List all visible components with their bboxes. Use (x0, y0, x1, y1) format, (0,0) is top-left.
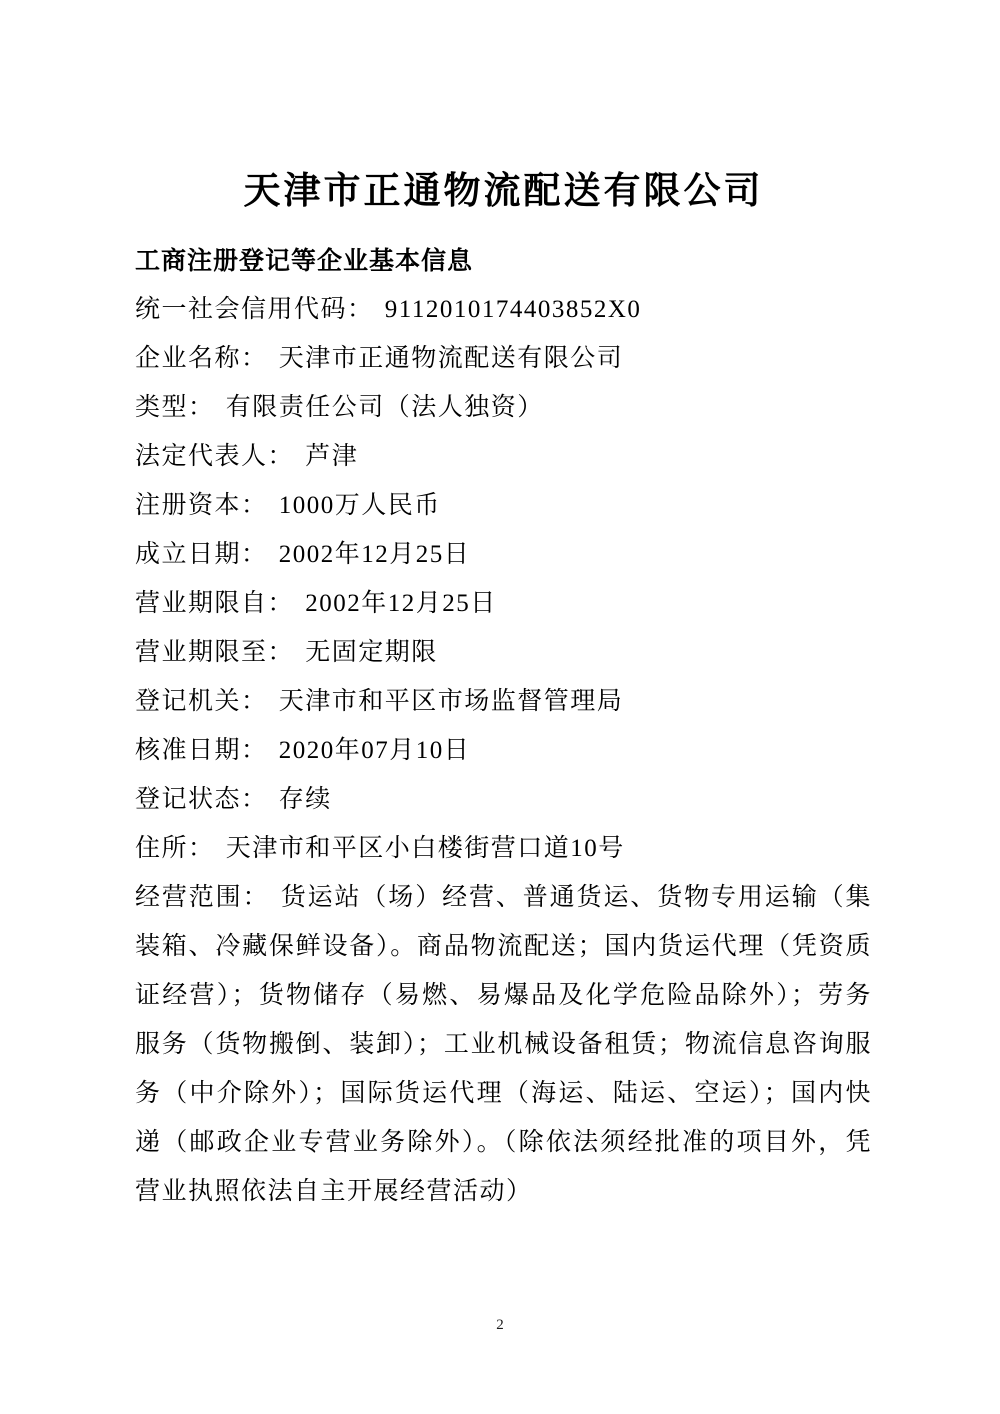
field-row (135, 628, 872, 677)
field-separator: ： (241, 492, 268, 519)
field-row (135, 579, 872, 628)
field-value: 有限责任公司（法人独资） (225, 394, 544, 421)
field-label: 营业期限至 (135, 639, 268, 666)
field-row (135, 873, 872, 1216)
field-value: 天津市和平区市场监督管理局 (278, 688, 624, 715)
field-separator: ： (241, 541, 268, 568)
field-row (135, 432, 872, 481)
page-number: 2 (496, 1317, 504, 1333)
field-separator: ： (241, 786, 268, 813)
section-heading: 工商注册登记等企业基本信息 (135, 247, 474, 275)
field-value: 2002年12月25日 (278, 541, 471, 568)
field-separator: ： (267, 639, 295, 666)
field-label: 登记机关 (135, 688, 242, 715)
field-separator: ： (267, 443, 295, 470)
field-separator: ： (242, 884, 270, 911)
field-label: 类型 (135, 394, 189, 421)
field-row (135, 726, 872, 775)
field-separator: ： (188, 394, 215, 421)
field-row (135, 383, 872, 432)
field-separator: ： (347, 296, 374, 323)
field-value: 2002年12月25日 (305, 590, 497, 617)
field-label: 成立日期 (135, 541, 242, 568)
field-row (135, 824, 872, 873)
field-value: 存续 (278, 786, 332, 813)
field-row (135, 775, 872, 824)
field-row (135, 285, 872, 334)
field-value: 天津市和平区小白楼街营口道10号 (225, 835, 625, 862)
field-label: 法定代表人 (135, 443, 268, 470)
field-value: 芦津 (305, 443, 359, 470)
field-separator: ： (241, 345, 268, 372)
field-row (135, 677, 872, 726)
field-row (135, 530, 872, 579)
field-separator: ： (188, 835, 215, 862)
page-title: 天津市正通物流配送有限公司 (243, 170, 764, 211)
field-label: 统一社会信用代码 (135, 296, 348, 323)
field-label: 登记状态 (135, 786, 242, 813)
field-label: 注册资本 (135, 492, 242, 519)
field-row (135, 334, 872, 383)
field-value: 天津市正通物流配送有限公司 (278, 345, 624, 372)
fields-list (135, 285, 872, 1216)
field-value: 货运站（场）经营、普通货运、货物专用运输（集装箱、冷藏保鲜设备）。商品物流配送；国内货运代理（凭资质证经营）；货物储存（易燃、易爆品及化学危险品除外）；劳务服务（货物搬倒、装卸）；工业机械设备租赁；物流信息咨询服务（中介除外）；国际货运代理（海运、陆运、空运）；国内快递（邮政企业专营业务除外）。（除依法须经批准的项目外，凭营业执照依法自主开展经营活动） (135, 884, 872, 1205)
field-label: 经营范围 (135, 884, 243, 911)
field-value: 无固定期限 (305, 639, 438, 666)
field-label: 企业名称 (135, 345, 242, 372)
field-separator: ： (241, 688, 268, 715)
field-label: 营业期限自 (135, 590, 268, 617)
field-value: 9112010174403852X0 (384, 296, 642, 323)
field-row (135, 481, 872, 530)
field-separator: ： (241, 737, 268, 764)
field-label: 住所 (135, 835, 189, 862)
field-value: 2020年07月10日 (278, 737, 471, 764)
field-separator: ： (267, 590, 295, 617)
field-label: 核准日期 (135, 737, 242, 764)
field-value: 1000万人民币 (278, 492, 441, 519)
